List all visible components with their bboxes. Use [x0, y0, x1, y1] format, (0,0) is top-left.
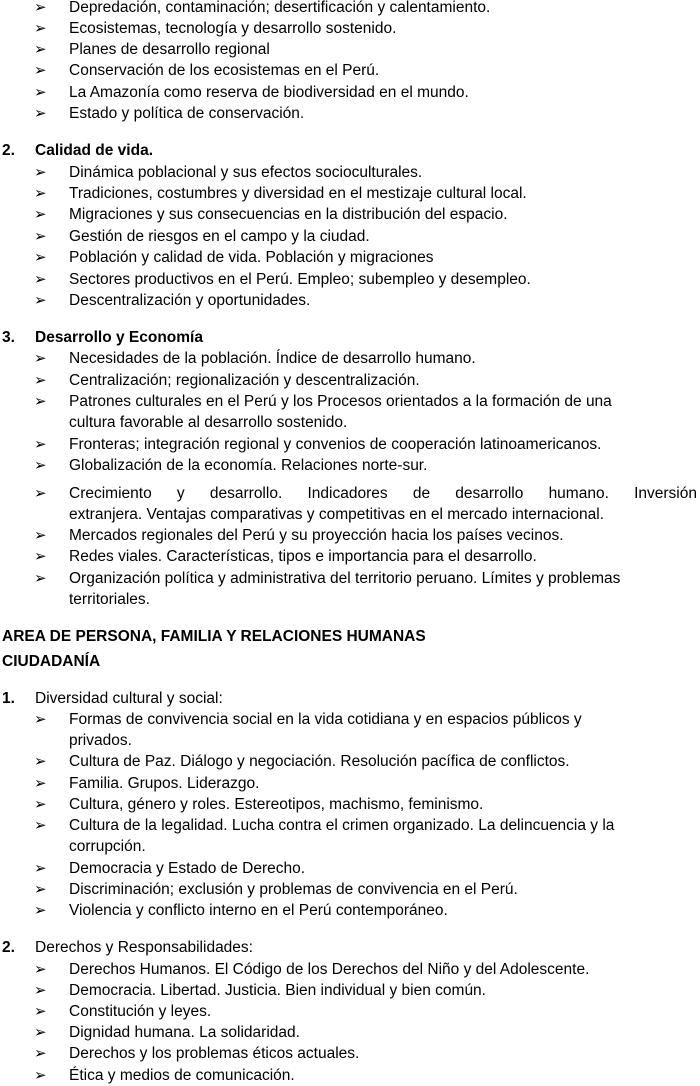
- list-item: ➢ Constitución y leyes.: [34, 1002, 212, 1020]
- section-title: Derechos y Responsabilidades:: [35, 939, 253, 956]
- list-item-continuation: territoriales.: [69, 591, 150, 608]
- list-item: ➢ La Amazonía como reserva de biodiversidad en el mundo.: [34, 83, 469, 101]
- section-title: Calidad de vida.: [35, 142, 154, 159]
- arrow-bullet-icon: ➢: [34, 270, 47, 288]
- list-item-continuation: extranjera. Ventajas comparativas y competitivas en el mercado internacional.: [69, 506, 605, 523]
- list-item: ➢ Dinámica poblacional y sus efectos socioculturales.: [34, 163, 423, 181]
- arrow-bullet-icon: ➢: [34, 960, 47, 978]
- area-title: AREA DE PERSONA, FAMILIA Y RELACIONES HUMANAS: [2, 628, 426, 645]
- arrow-bullet-icon: ➢: [34, 83, 47, 101]
- arrow-bullet-icon: ➢: [34, 1066, 47, 1084]
- list-item: ➢ Centralización; regionalización y descentralización.: [34, 371, 420, 389]
- arrow-bullet-icon: ➢: [34, 248, 47, 266]
- list-item: ➢ Fronteras; integración regional y convenios de cooperación latinoamericanos.: [34, 435, 602, 453]
- list-item: ➢ Ecosistemas, tecnología y desarrollo sostenido.: [34, 19, 397, 37]
- list-item: ➢ Discriminación; exclusión y problemas de convivencia en el Perú.: [34, 880, 518, 898]
- arrow-bullet-icon: ➢: [34, 981, 47, 999]
- list-item-continuation: privados.: [69, 732, 132, 749]
- list-item: ➢ Sectores productivos en el Perú. Empleo; subempleo y desempleo.: [34, 270, 531, 288]
- section-heading: 3. Desarrollo y Economía: [2, 329, 203, 346]
- list-item: ➢ Ética y medios de comunicación.: [34, 1066, 295, 1084]
- arrow-bullet-icon: ➢: [34, 880, 47, 898]
- list-item: ➢ Migraciones y sus consecuencias en la distribución del espacio.: [34, 205, 508, 223]
- list-item: ➢ Estado y política de conservación.: [34, 104, 305, 122]
- arrow-bullet-icon: ➢: [34, 710, 47, 728]
- list-item: ➢ Tradiciones, costumbres y diversidad en el mestizaje cultural local.: [34, 184, 527, 202]
- list-item: ➢ Formas de convivencia social en la vida cotidiana y en espacios públicos y: [34, 710, 582, 728]
- arrow-bullet-icon: ➢: [34, 456, 47, 474]
- list-item: ➢ Conservación de los ecosistemas en el Perú.: [34, 61, 380, 79]
- list-item: ➢ Mercados regionales del Perú y su proyección hacia los países vecinos.: [34, 526, 564, 544]
- arrow-bullet-icon: ➢: [34, 795, 47, 813]
- arrow-bullet-icon: ➢: [34, 1044, 47, 1062]
- arrow-bullet-icon: ➢: [34, 484, 47, 502]
- list-item-continuation: cultura favorable al desarrollo sostenido.: [69, 414, 348, 431]
- arrow-bullet-icon: ➢: [34, 774, 47, 792]
- list-item: ➢ Cultura de Paz. Diálogo y negociación. Resolución pacífica de conflictos.: [34, 752, 570, 770]
- arrow-bullet-icon: ➢: [34, 569, 47, 587]
- list-item: ➢ Familia. Grupos. Liderazgo.: [34, 774, 260, 792]
- section-title: Desarrollo y Economía: [35, 329, 203, 346]
- section-heading: 2. Derechos y Responsabilidades:: [2, 939, 253, 956]
- list-item: ➢ Redes viales. Características, tipos e importancia para el desarrollo.: [34, 547, 537, 565]
- arrow-bullet-icon: ➢: [34, 547, 47, 565]
- list-item: ➢ Depredación, contaminación; desertificación y calentamiento.: [0, 0, 700, 18]
- arrow-bullet-icon: ➢: [34, 61, 47, 79]
- list-item: ➢ Población y calidad de vida. Población y migraciones: [34, 248, 434, 266]
- arrow-bullet-icon: ➢: [34, 0, 47, 16]
- arrow-bullet-icon: ➢: [34, 349, 47, 367]
- list-item: ➢ Dignidad humana. La solidaridad.: [34, 1023, 300, 1041]
- arrow-bullet-icon: ➢: [34, 816, 47, 834]
- list-item: ➢ Democracia. Libertad. Justicia. Bien individual y bien común.: [34, 981, 486, 999]
- arrow-bullet-icon: ➢: [34, 392, 47, 410]
- list-item: ➢ Planes de desarrollo regional: [34, 40, 270, 58]
- list-item: ➢ Crecimiento y desarrollo. Indicadores de desarrollo humano. Inversión: [34, 484, 697, 502]
- arrow-bullet-icon: ➢: [34, 104, 47, 122]
- arrow-bullet-icon: ➢: [34, 227, 47, 245]
- arrow-bullet-icon: ➢: [34, 1023, 47, 1041]
- list-item: ➢ Cultura de la legalidad. Lucha contra el crimen organizado. La delincuencia y la: [34, 816, 615, 834]
- arrow-bullet-icon: ➢: [34, 371, 47, 389]
- arrow-bullet-icon: ➢: [34, 40, 47, 58]
- section-heading: 1. Diversidad cultural y social:: [2, 690, 223, 707]
- section-heading: 2. Calidad de vida.: [2, 142, 154, 159]
- arrow-bullet-icon: ➢: [34, 901, 47, 919]
- area-subtitle: CIUDADANÍA: [2, 653, 101, 670]
- list-item: ➢ Necesidades de la población. Índice de desarrollo humano.: [34, 349, 476, 367]
- list-item: ➢ Violencia y conflicto interno en el Perú contemporáneo.: [34, 901, 448, 919]
- list-item: ➢ Organización política y administrativa del territorio peruano. Límites y problemas: [34, 569, 621, 587]
- list-item-continuation: corrupción.: [69, 838, 146, 855]
- list-item: ➢ Democracia y Estado de Derecho.: [34, 859, 306, 877]
- list-item: ➢ Globalización de la economía. Relaciones norte-sur.: [34, 456, 428, 474]
- arrow-bullet-icon: ➢: [34, 184, 47, 202]
- list-item: ➢ Patrones culturales en el Perú y los Procesos orientados a la formación de una: [34, 392, 612, 410]
- section-title: Diversidad cultural y social:: [35, 690, 223, 707]
- arrow-bullet-icon: ➢: [34, 291, 47, 309]
- arrow-bullet-icon: ➢: [34, 19, 47, 37]
- list-item: ➢ Gestión de riesgos en el campo y la ciudad.: [34, 227, 370, 245]
- list-item: ➢ Derechos y los problemas éticos actuales.: [34, 1044, 360, 1062]
- list-item: ➢ Descentralización y oportunidades.: [34, 291, 311, 309]
- arrow-bullet-icon: ➢: [34, 205, 47, 223]
- arrow-bullet-icon: ➢: [34, 859, 47, 877]
- list-item: ➢ Derechos Humanos. El Código de los Derechos del Niño y del Adolescente.: [34, 960, 590, 978]
- arrow-bullet-icon: ➢: [34, 752, 47, 770]
- arrow-bullet-icon: ➢: [34, 526, 47, 544]
- arrow-bullet-icon: ➢: [34, 1002, 47, 1020]
- arrow-bullet-icon: ➢: [34, 435, 47, 453]
- list-item: ➢ Cultura, género y roles. Estereotipos, machismo, feminismo.: [34, 795, 484, 813]
- arrow-bullet-icon: ➢: [34, 163, 47, 181]
